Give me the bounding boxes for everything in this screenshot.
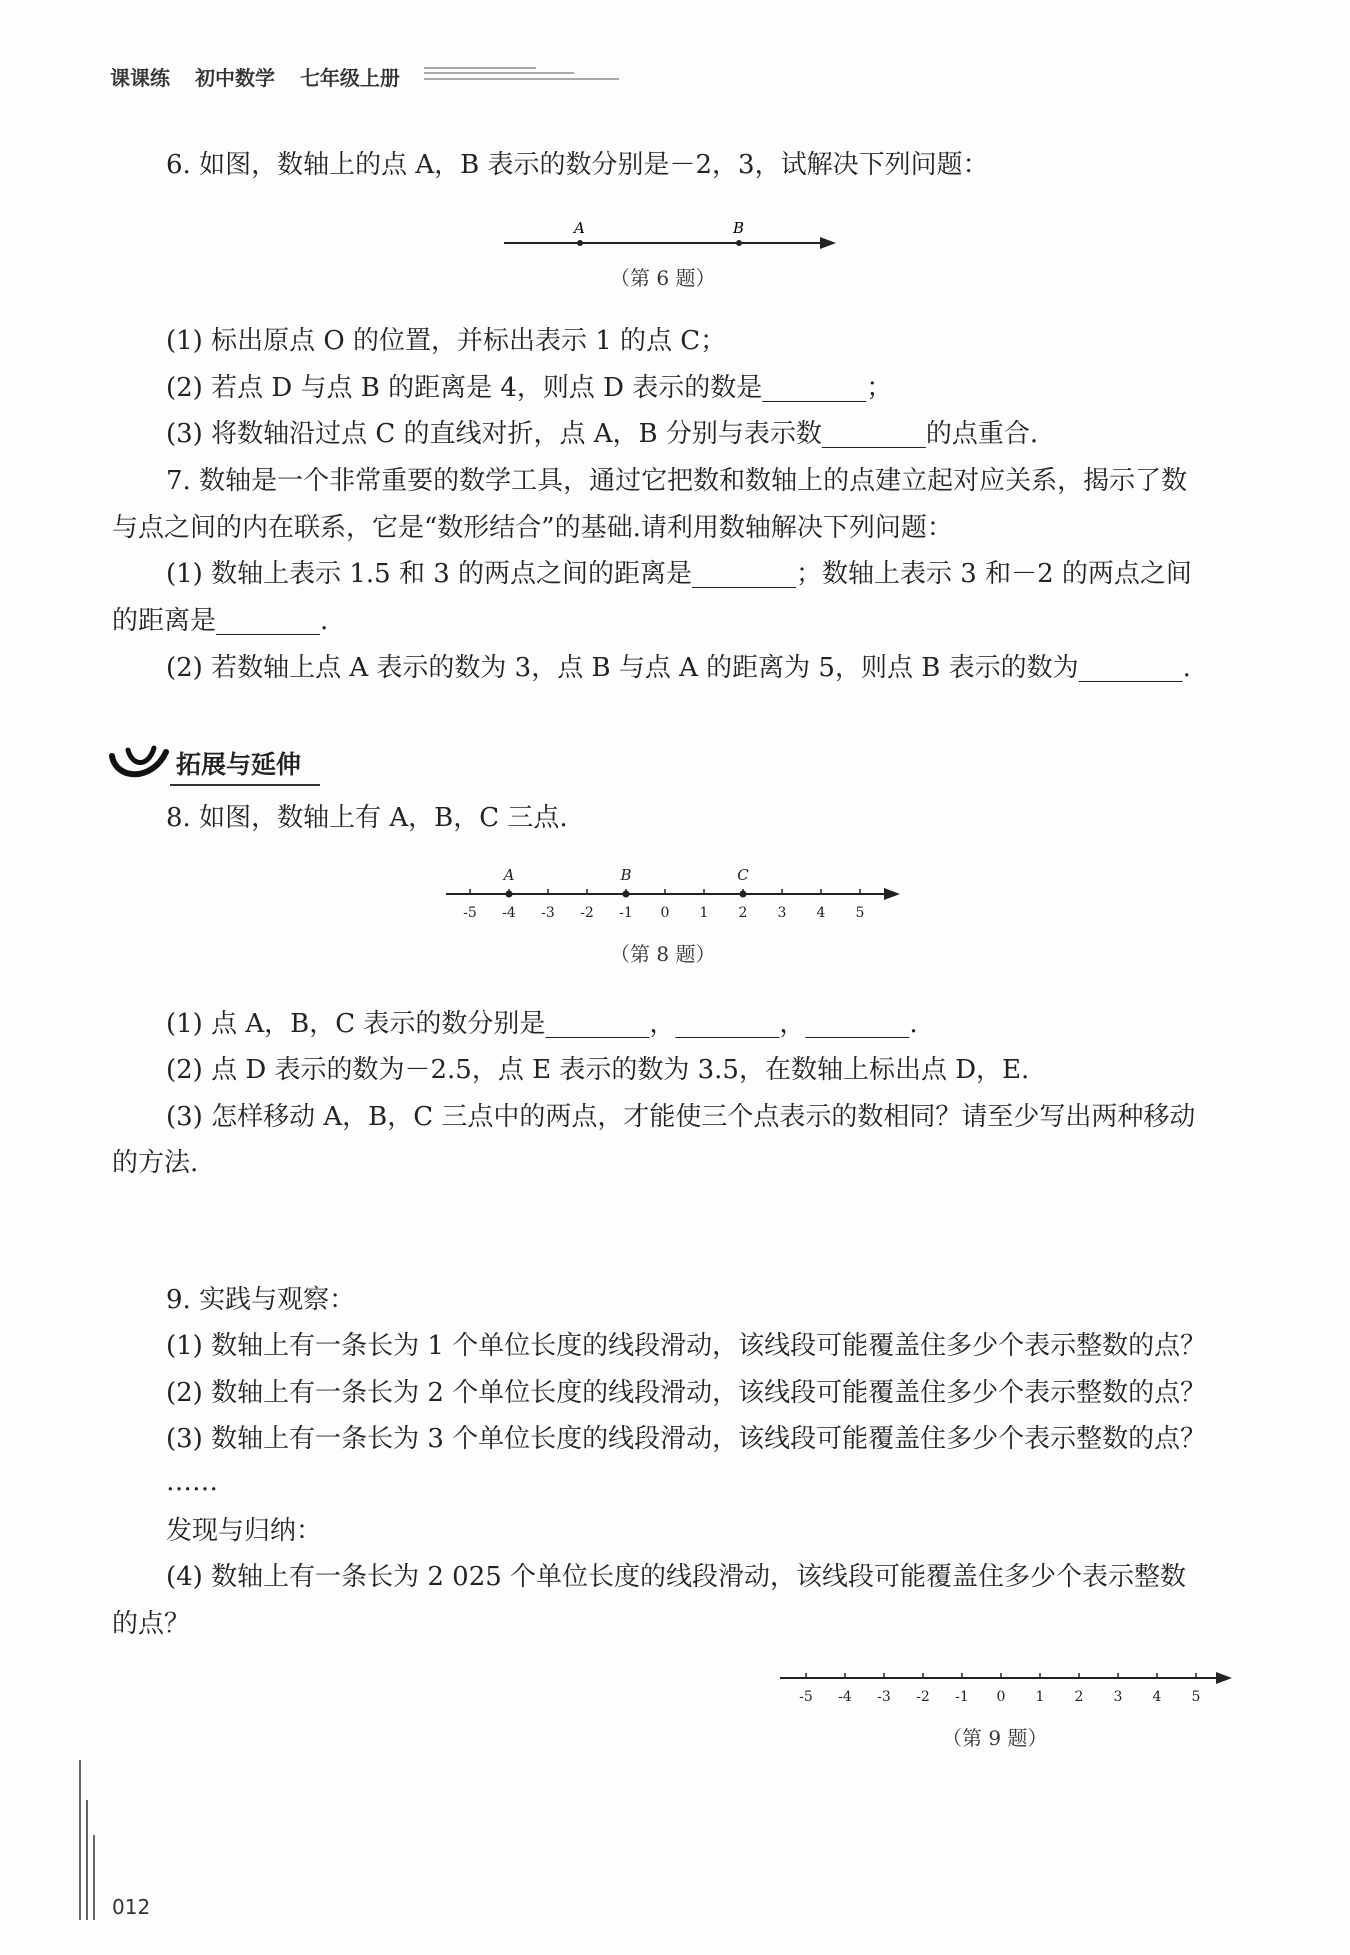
q9-caption: （第 9 题）	[942, 1726, 1048, 1750]
point-a-dot	[506, 891, 513, 898]
tick-label: 2	[738, 905, 748, 921]
margin-rules	[76, 1760, 106, 1920]
book-title	[110, 62, 400, 91]
header-rule	[424, 60, 624, 84]
tick-label: 3	[1113, 1689, 1123, 1705]
q8-number-line	[440, 862, 910, 932]
point-b-dot	[623, 891, 630, 898]
q9-part-1: (1) 数轴上有一条长为 1 个单位长度的线段滑动，该线段可能覆盖住多少个表示整数的点？	[166, 1331, 1207, 1361]
q9-number-line	[776, 1666, 1246, 1726]
subject-name: 初中数学	[194, 66, 275, 90]
point-c-dot	[740, 891, 747, 898]
tick-label: -2	[580, 905, 594, 921]
q9-part-2: (2) 数轴上有一条长为 2 个单位长度的线段滑动，该线段可能覆盖住多少个表示整数的点？	[166, 1378, 1207, 1408]
q9-discover-label: 发现与归纳：	[166, 1516, 323, 1546]
point-c-label: C	[737, 866, 749, 884]
q8-stem: 8. 如图，数轴上有 A，B，C 三点.	[166, 803, 568, 833]
q7-stem-line-1: 7. 数轴是一个非常重要的数学工具，通过它把数和数轴上的点建立起对应关系，揭示了数	[166, 466, 1188, 496]
section-wave-icon	[108, 744, 170, 784]
q8-caption: （第 8 题）	[610, 942, 716, 966]
q7-part-2: (2) 若数轴上点 A 表示的数为 3，点 B 与点 A 的距离为 5，则点 B 表示的数为________.	[166, 653, 1191, 683]
q9-ellipsis: ……	[166, 1467, 218, 1497]
tick-label: -2	[916, 1689, 930, 1705]
q8-part-1: (1) 点 A，B，C 表示的数分别是________，________，________.	[166, 1009, 918, 1039]
tick-label: 5	[855, 905, 865, 921]
q7-stem-line-2: 与点之间的内在联系，它是“数形结合”的基础.请利用数轴解决下列问题：	[112, 513, 953, 543]
tick-label: -3	[541, 905, 555, 921]
grade-name: 七年级上册	[299, 66, 400, 90]
tick-label: 5	[1191, 1689, 1201, 1705]
q6-part-1: (1) 标出原点 O 的位置，并标出表示 1 的点 C；	[166, 326, 727, 356]
tick-label: -4	[838, 1689, 852, 1705]
section-title: 拓展与延伸	[176, 750, 302, 779]
point-b-label: B	[620, 866, 632, 884]
q9-stem: 9. 实践与观察：	[166, 1285, 356, 1315]
tick-label: 0	[996, 1689, 1006, 1705]
section-underline	[170, 784, 320, 786]
q8-part-2: (2) 点 D 表示的数为－2.5，点 E 表示的数为 3.5，在数轴上标出点 D，E.	[166, 1055, 1030, 1085]
series-name: 课课练	[110, 66, 170, 90]
q6-stem: 6. 如图，数轴上的点 A，B 表示的数分别是－2，3，试解决下列问题：	[166, 150, 989, 180]
q7-part-1-line-2: 的距离是________.	[112, 606, 329, 636]
q7-part-1-line-1: (1) 数轴上表示 1.5 和 3 的两点之间的距离是________；数轴上表示 3 和－2 的两点之间	[166, 559, 1192, 589]
tick-label: -1	[955, 1689, 969, 1705]
q6-caption: （第 6 题）	[610, 266, 716, 290]
tick-label: -4	[502, 905, 516, 921]
point-a-label: A	[503, 866, 515, 884]
page-number: 012	[112, 1895, 151, 1919]
q8-part-3-line-1: (3) 怎样移动 A，B，C 三点中的两点，才能使三个点表示的数相同？请至少写出两种移动	[166, 1102, 1196, 1132]
tick-label: -1	[619, 905, 633, 921]
q8-part-3-line-2: 的方法.	[112, 1148, 199, 1178]
tick-label: 0	[660, 905, 670, 921]
q6-part-3: (3) 将数轴沿过点 C 的直线对折，点 A，B 分别与表示数________的点重合.	[166, 419, 1039, 449]
tick-label: -5	[463, 905, 477, 921]
q9-part-4-line-2: 的点？	[112, 1609, 191, 1639]
q6-part-2: (2) 若点 D 与点 B 的距离是 4，则点 D 表示的数是________；	[166, 373, 893, 403]
tick-label: 3	[777, 905, 787, 921]
q9-part-3: (3) 数轴上有一条长为 3 个单位长度的线段滑动，该线段可能覆盖住多少个表示整数的点？	[166, 1424, 1207, 1454]
tick-label: 4	[816, 905, 826, 921]
q6-point-a-label: A	[574, 219, 585, 237]
tick-label: 4	[1152, 1689, 1162, 1705]
tick-label: 1	[1035, 1689, 1045, 1705]
q6-number-line	[500, 210, 840, 260]
tick-label: -5	[799, 1689, 813, 1705]
q6-point-b-label: B	[733, 219, 745, 237]
tick-label: -3	[877, 1689, 891, 1705]
q9-part-4-line-1: (4) 数轴上有一条长为 2 025 个单位长度的线段滑动，该线段可能覆盖住多少个表示整数	[166, 1562, 1187, 1592]
tick-label: 1	[699, 905, 709, 921]
tick-label: 2	[1074, 1689, 1084, 1705]
